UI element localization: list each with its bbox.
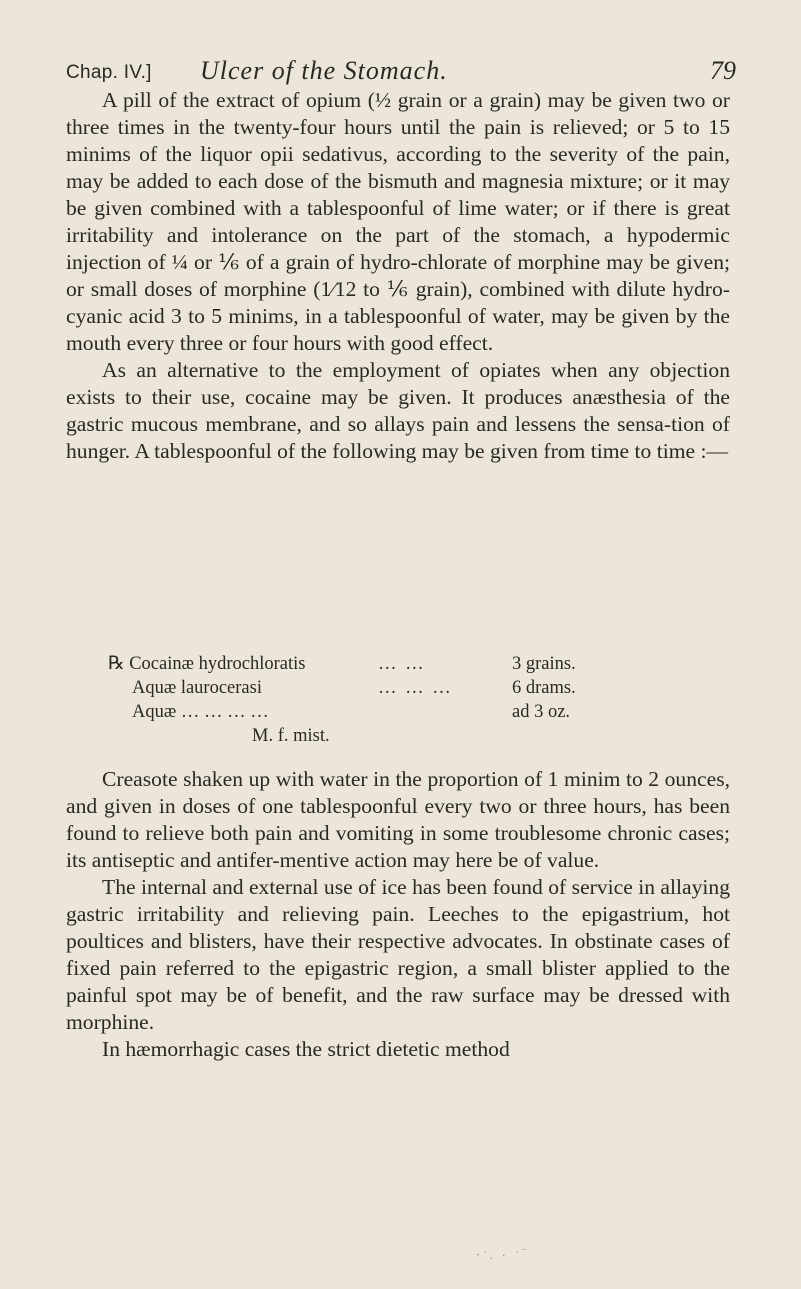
prescription-ingredient: Aquæ … … … … (132, 702, 269, 722)
prescription-quantity: 6 drams. (512, 678, 576, 698)
paragraph-creasote: Creasote shaken up with water in the proportion of 1 minim to 2 ounces, and given in doses of one tablespoonful every two or three hours, has been found to relieve both pain and vomiting in some troublesome chronic cases; its antiseptic and antifer-mentive action may here be of value. (66, 767, 730, 872)
paragraph-ice: The internal and external use of ice has been found of service in allaying gastric irritability and relieving pain. Leeches to the epigastrium, hot poultices and blisters, have their respective advocates. In obstinate cases of fixed pain referred to the epigastric region, a small blister applied to the painful spot may be of benefit, and the raw surface may be dressed with morphine. (66, 875, 730, 1034)
page-number: 79 (710, 56, 736, 85)
paragraph-opium: A pill of the extract of opium (½ grain or a grain) may be given two or three times in the twenty-four hours until the pain is relieved; or 5 to 15 minims of the liquor opii sedativus, according to the severity of the pain, may be added to each dose of the bismuth and magnesia mixture; or it may be given combined with a tablespoonful of lime water; or if there is great irritability and intolerance on the part of the stomach, a hypodermic injection of ¼ or ⅙ of a grain of hydro-chlorate of morphine may be given; or small doses of morphine (1⁄12 to ⅙ grain), combined with dilute hydro-cyanic acid 3 to 5 minims, in a tablespoonful of water, may be given by the mouth every three or four hours with good effect. (66, 88, 730, 355)
prescription (108, 652, 668, 748)
body-text-top (66, 87, 730, 465)
leader-dots: … … (378, 654, 426, 674)
paragraph-cocaine: As an alternative to the employment of opiates when any objection exists to their use, cocaine may be given. It produces anæsthesia of the gastric mucous membrane, and so allays pain and lessens the sensa-tion of hunger. A tablespoonful of the following may be given from time to time :— (66, 358, 730, 463)
prescription-quantity: 3 grains. (512, 654, 576, 674)
prescription-row (108, 652, 668, 676)
running-title: Ulcer of the Stomach. (200, 56, 448, 85)
chapter-label: Chap. IV.] (66, 62, 152, 83)
leader-dots: … … … (378, 678, 453, 698)
body-text-bottom (66, 766, 730, 1063)
page-specks: ‧˙. · ˙‾ (476, 1248, 529, 1262)
paragraph-haemorrhagic: In hæmorrhagic cases the strict dietetic method (102, 1037, 510, 1061)
prescription-row (108, 700, 668, 724)
prescription-ingredient: ℞ Cocainæ hydrochloratis (108, 654, 306, 674)
prescription-direction-row (108, 724, 668, 748)
prescription-row (108, 676, 668, 700)
prescription-quantity: ad 3 oz. (512, 702, 571, 722)
prescription-direction: M. f. mist. (252, 726, 330, 746)
prescription-ingredient: Aquæ laurocerasi (132, 678, 262, 698)
